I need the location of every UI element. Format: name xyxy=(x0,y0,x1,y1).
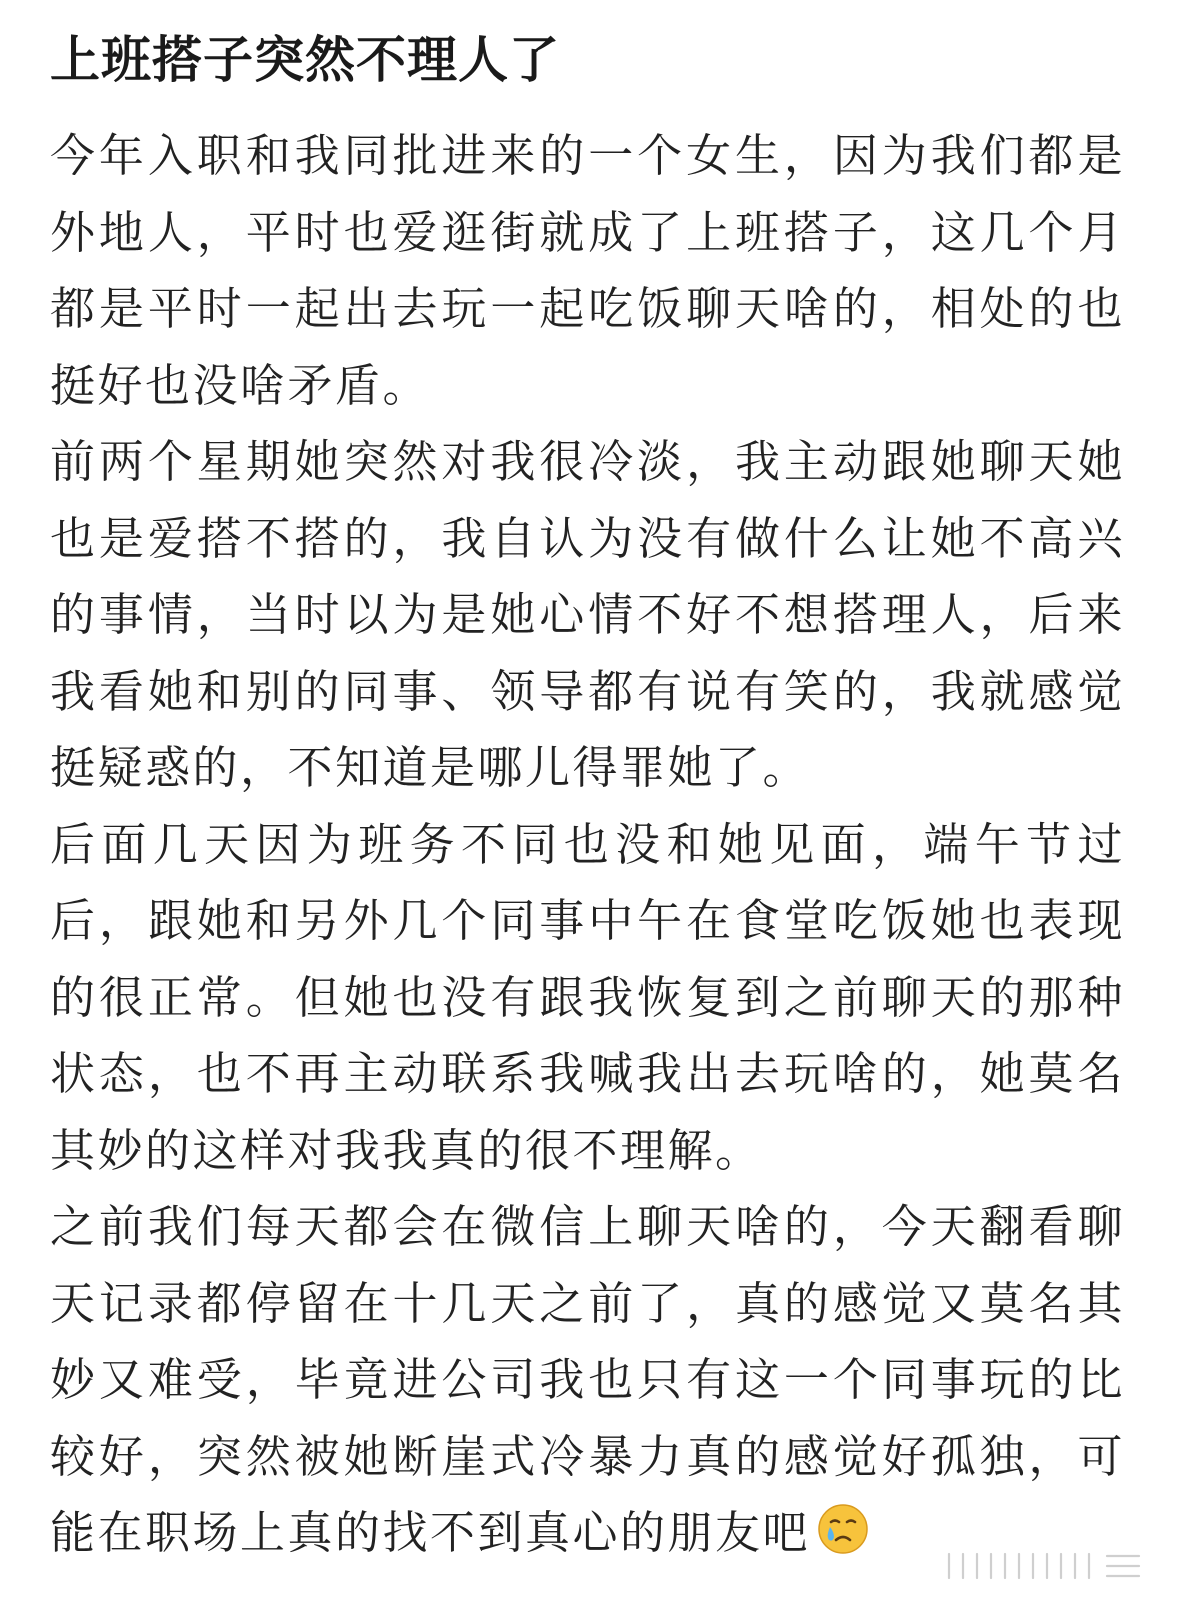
post-title: 上班搭子突然不理人了 xyxy=(50,31,560,89)
paragraph-2: 前两个星期她突然对我很冷淡，我主动跟她聊天她也是爱搭不搭的，我自认为没有做什么让她不高兴的事情，当时以为是她心情不好不想搭理人，后来我看她和别的同事、领导都有说有笑的，我就感觉挺疑惑的，不知道是哪儿得罪她了。 xyxy=(50,435,1125,794)
watermark-icon xyxy=(939,1546,1149,1586)
paragraph-4 xyxy=(50,1189,1125,1572)
paragraph-1: 今年入职和我同批进来的一个女生，因为我们都是外地人，平时也爱逛街就成了上班搭子，这几个月都是平时一起出去玩一起吃饭聊天啥的，相处的也挺好也没啥矛盾。 xyxy=(50,129,1125,412)
post-content xyxy=(50,22,1125,1572)
crying-face-icon xyxy=(816,1502,870,1556)
paragraph-3: 后面几天因为班务不同也没和她见面，端午节过后，跟她和另外几个同事中午在食堂吃饭她也表现的很正常。但她也没有跟我恢复到之前聊天的那种状态，也不再主动联系我喊我出去玩啥的，她莫名其妙的这样对我我真的很不理解。 xyxy=(50,817,1125,1177)
paragraph-4-text: 之前我们每天都会在微信上聊天啥的，今天翻看聊天记录都停留在十几天之前了，真的感觉又莫名其妙又难受，毕竟进公司我也只有这一个同事玩的比较好，突然被她断崖式冷暴力真的感觉好孤独，可能在职场上真的找不到真心的朋友吧 xyxy=(50,1200,1125,1559)
